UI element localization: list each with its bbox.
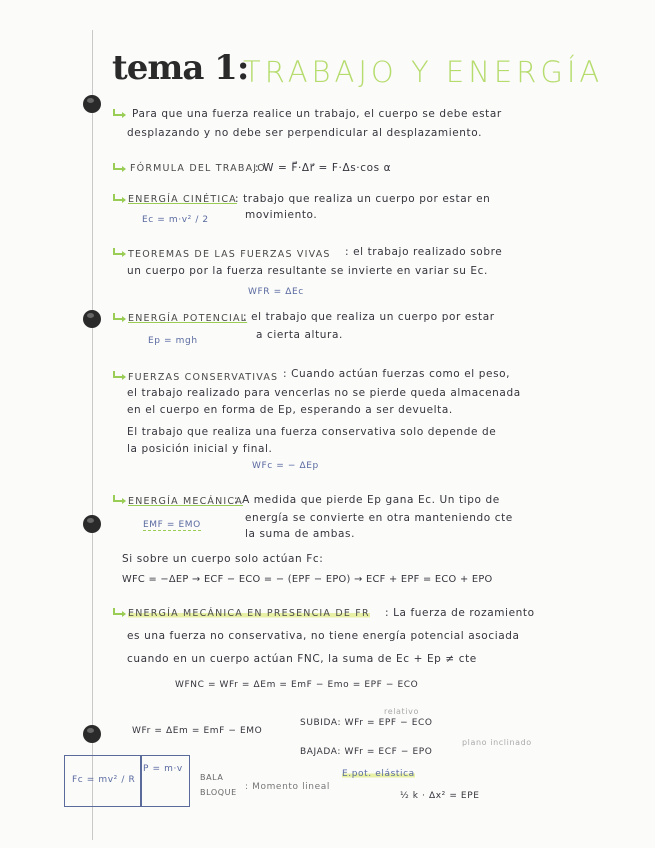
margin-line bbox=[92, 30, 93, 840]
cinetica-formula: Ec = m·v² / 2 bbox=[142, 215, 209, 225]
elastica-label: E.pot. elástica bbox=[342, 769, 415, 779]
fuerzas-vivas-formula: WFR = ΔEc bbox=[248, 287, 304, 297]
relativo-note: relativo bbox=[384, 707, 419, 716]
conservativas-head: FUERZAS CONSERVATIVAS bbox=[128, 372, 279, 383]
mecanica-line-3: la suma de ambas. bbox=[245, 528, 356, 540]
cinetica-head: ENERGÍA CINÉTICA bbox=[128, 194, 237, 205]
arrow-icon bbox=[112, 312, 128, 322]
mecanica-head: ENERGÍA MECÁNICA bbox=[128, 496, 243, 507]
title-prefix: tema 1: bbox=[112, 48, 249, 88]
potencial-formula: Ep = mgh bbox=[148, 336, 198, 346]
plano-inclinado-note: plano inclinado bbox=[462, 738, 532, 747]
intro-line-2: desplazando y no debe ser perpendicular al desplazamiento. bbox=[127, 127, 483, 139]
rozamiento-line-2: es una fuerza no conservativa, no tiene energía potencial asociada bbox=[127, 630, 520, 642]
rozamiento-head: ENERGÍA MECÁNICA EN PRESENCIA DE FR bbox=[128, 608, 370, 619]
punch-hole bbox=[83, 95, 101, 113]
elastica-equation: ½ k · Δx² = EPE bbox=[400, 791, 480, 801]
conservativas-line-4: El trabajo que realiza una fuerza conservativa solo depende de bbox=[127, 426, 497, 438]
potencial-head: ENERGÍA POTENCIAL bbox=[128, 313, 248, 324]
arrow-icon bbox=[112, 193, 128, 203]
arrow-icon bbox=[112, 494, 128, 504]
formula-text: : W = F⃗·Δr⃗ = F·Δs·cos α bbox=[255, 162, 392, 174]
arrow-icon bbox=[112, 247, 128, 257]
fuerzas-vivas-line-1: : el trabajo realizado sobre bbox=[345, 246, 503, 258]
rozamiento-equation: WFNC = WFr = ΔEm = EmF − Emo = EPF − ECO bbox=[175, 680, 419, 690]
footer-box-p bbox=[140, 755, 190, 807]
arrow-icon bbox=[112, 162, 128, 172]
cinetica-line-2: movimiento. bbox=[245, 209, 318, 221]
p-formula: P = m·v bbox=[143, 764, 183, 774]
mecanica-line-1: : A medida que pierde Ep gana Ec. Un tipo de bbox=[234, 494, 500, 506]
conservativas-line-2: el trabajo realizado para vencerlas no se pierde queda almacenada bbox=[127, 387, 521, 399]
punch-hole bbox=[83, 725, 101, 743]
bajada-equation: BAJADA: WFr = ECF − EPO bbox=[300, 747, 433, 757]
punch-hole bbox=[83, 310, 101, 328]
arrow-icon bbox=[112, 108, 128, 118]
conservativas-formula: WFc = − ΔEp bbox=[252, 461, 319, 471]
formula-head: FÓRMULA DEL TRABAJO bbox=[130, 163, 266, 174]
rozamiento-line-1: : La fuerza de rozamiento bbox=[385, 607, 535, 619]
rozamiento-line-3: cuando en un cuerpo actúan FNC, la suma de Ec + Ep ≠ cte bbox=[127, 653, 477, 665]
rozamiento-equation-2: WFr = ΔEm = EmF − EMO bbox=[132, 726, 263, 736]
mecanica-equation: WFC = −ΔEP → ECF − ECO = − (EPF − EPO) → ECF + EPF = ECO + EPO bbox=[122, 574, 493, 585]
potencial-line-2: a cierta altura. bbox=[256, 329, 343, 341]
arrow-icon bbox=[112, 607, 128, 617]
mecanica-formula: EMF = EMO bbox=[143, 520, 201, 530]
arrow-icon bbox=[112, 370, 128, 380]
cinetica-line-1: : trabajo que realiza un cuerpo por estar en bbox=[235, 193, 491, 205]
bala-label: BALA bbox=[200, 773, 224, 782]
conservativas-line-1: : Cuando actúan fuerzas como el peso, bbox=[283, 368, 511, 380]
page-title: TRABAJO Y ENERGÍA bbox=[243, 55, 604, 89]
fuerzas-vivas-head: TEOREMAS DE LAS FUERZAS VIVAS bbox=[128, 249, 331, 260]
fc-formula: Fc = mv² / R bbox=[72, 775, 136, 785]
conservativas-line-5: la posición inicial y final. bbox=[127, 443, 273, 455]
mecanica-line-4: Si sobre un cuerpo solo actúan Fc: bbox=[122, 553, 324, 565]
intro-line-1: Para que una fuerza realice un trabajo, el cuerpo se debe estar bbox=[132, 108, 502, 120]
subida-equation: SUBIDA: WFr = EPF − ECO bbox=[300, 718, 433, 728]
potencial-line-1: : el trabajo que realiza un cuerpo por estar bbox=[243, 311, 495, 323]
mecanica-line-2: energía se convierte en otra manteniendo cte bbox=[245, 512, 513, 524]
fuerzas-vivas-line-2: un cuerpo por la fuerza resultante se invierte en variar su Ec. bbox=[127, 265, 488, 277]
punch-hole bbox=[83, 515, 101, 533]
conservativas-line-3: en el cuerpo en forma de Ep, esperando a ser devuelta. bbox=[127, 404, 453, 416]
momento-label: : Momento lineal bbox=[245, 782, 330, 792]
bloque-label: BLOQUE bbox=[200, 788, 237, 797]
